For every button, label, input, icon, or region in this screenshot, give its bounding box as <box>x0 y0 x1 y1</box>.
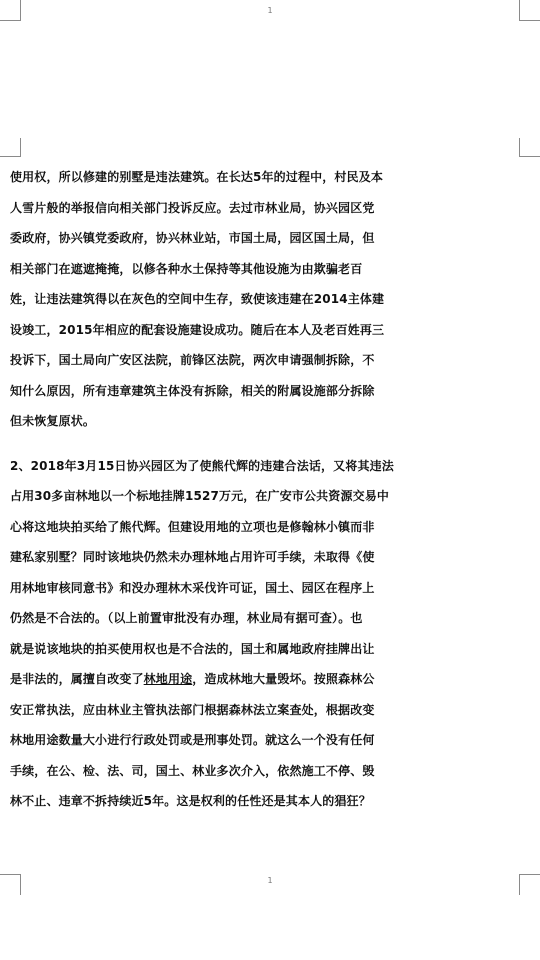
text-line: 用林地审核同意书》和没办理林木采伐许可证，国土、园区在程序上 <box>10 580 375 595</box>
text-line: 心将这地块拍买给了熊代辉。但建设用地的立项也是修翰林小镇而非 <box>10 519 375 534</box>
text-line: 占用30多亩林地以一个标地挂牌1527万元，在广安市公共资源交易中 <box>10 489 390 503</box>
text-line: 林地用途数量大小进行行政处罚或是刑事处罚。就这么一个没有任何 <box>10 733 375 747</box>
text-line: 设竣工，2015年相应的配套设施建设成功。随后在本人及老百姓再三 <box>10 322 385 337</box>
page-number-bottom: 1 <box>267 876 273 885</box>
text-line: 仍然是不合法的。（以上前置审批没有办理，林业局有据可查）。也 <box>10 611 363 625</box>
text-line: 人雪片般的举报信向相关部门投诉反应。去过市林业局，协兴园区党 <box>10 200 375 215</box>
text-line: 就是说该地块的拍买使用权也是不合法的，国土和属地政府挂牌出让 <box>10 641 375 656</box>
forest-land-use-link[interactable]: 林地用途 <box>143 672 193 686</box>
text-line: 姓，让违法建筑得以在灰色的空间中生存，致使该违建在2014主体建 <box>10 292 385 306</box>
crop-mark-content-top-left <box>0 138 21 157</box>
text-segment: ，造成林地大量毁坏。按照森林公 <box>192 672 375 686</box>
document-body <box>10 162 532 817</box>
crop-mark-content-top-right <box>519 138 540 157</box>
page-number-top: 1 <box>267 6 273 15</box>
text-line: 知什么原因，所有违章建筑主体没有拆除，相关的附属设施部分拆除 <box>10 383 375 398</box>
text-line: 相关部门在遮遮掩掩，以修各种水土保持等其他设施为由欺骗老百 <box>10 261 363 276</box>
paragraph-2 <box>10 451 532 817</box>
text-segment: 是非法的，属擅自改变了 <box>10 672 144 686</box>
text-line: 安正常执法，应由林业主管执法部门根据森林法立案查处，根据改变 <box>10 702 375 717</box>
text-line: 使用权，所以修建的别墅是违法建筑。在长达5年的过程中，村民及本 <box>10 170 384 184</box>
text-line: 委政府，协兴镇党委政府，协兴林业站，市国土局，园区国土局，但 <box>10 231 375 245</box>
text-line: 手续，在公、检、法、司，国土、林业多次介入，依然施工不停、毁 <box>10 763 375 778</box>
text-line: 但未恢复原状。 <box>10 414 96 428</box>
text-line-with-link <box>10 664 532 695</box>
text-line: 林不止、违章不拆持续近5年。这是权利的任性还是其本人的猖狂？ <box>10 794 371 808</box>
text-line: 投诉下，国土局向广安区法院，前锋区法院，两次申请强制拆除，不 <box>10 353 375 367</box>
text-line: 2、2018年3月15日协兴园区为了使熊代辉的违建合法话，又将其违法 <box>10 458 394 473</box>
paragraph-1 <box>10 162 532 437</box>
text-line: 建私家别墅？同时该地块仍然未办理林地占用许可手续，未取得《使 <box>10 550 375 564</box>
